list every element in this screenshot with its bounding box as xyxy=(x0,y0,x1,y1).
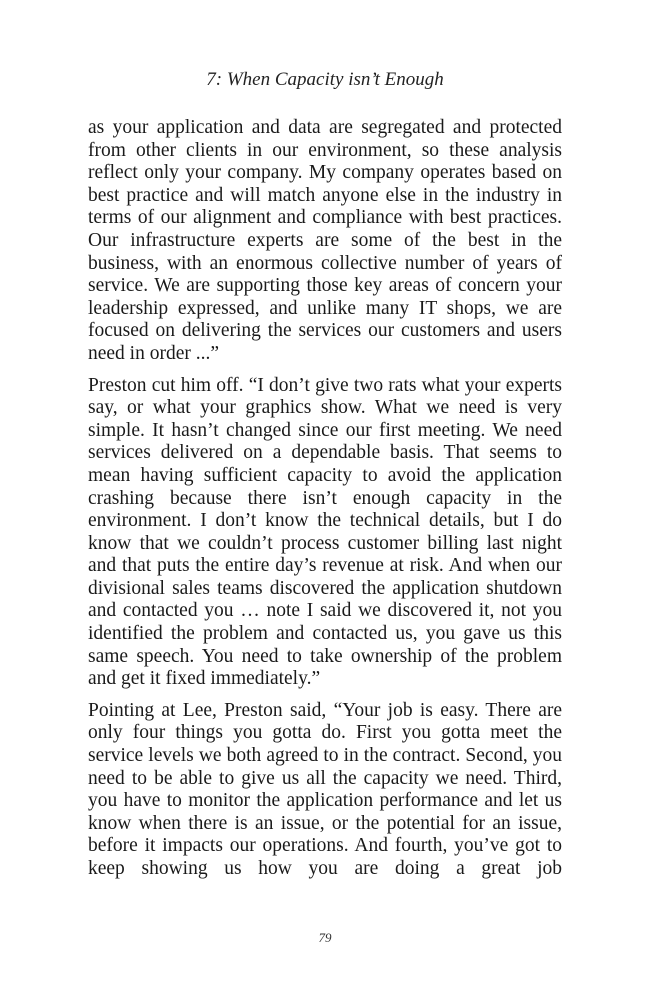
page-number: 79 xyxy=(318,930,332,945)
paragraph: Preston cut him off. “I don’t give two rats what your experts say, or what your graphics show. What we need is very simple. It hasn’t changed since our first meeting. We need services delivered on a dependable basis. That seems to mean having sufficient capacity to avoid the application crashing because there isn’t enough capacity in the environment. I don’t know the technical details, but I do know that we couldn’t process customer billing last night and that puts the entire day’s revenue at risk. And when our divisional sales teams discovered the application shutdown and contacted you … note I said we discovered it, not you identified the problem and contacted us, you gave us this same speech. You need to take ownership of the problem and get it fixed immediately.” xyxy=(88,374,562,690)
paragraph: as your application and data are segregated and protected from other clients in our environment, so these analysis reflect only your company. My company operates based on best practice and will match anyone else in the industry in terms of our alignment and compliance with best practices. Our infrastructure experts are some of the best in the business, with an enormous collective number of years of service. We are supporting those key areas of concern your leadership expressed, and unlike many IT shops, we are focused on delivering the services our customers and users need in order ...” xyxy=(88,117,562,364)
body-text xyxy=(88,117,562,890)
running-header: 7: When Capacity isn’t Enough xyxy=(206,69,444,90)
paragraph: Pointing at Lee, Preston said, “Your job is easy. There are only four things you gotta do. First you gotta meet the service levels we both agreed to in the contract. Second, you need to be able to give us all the capacity we need. Third, you have to monitor the application performance and let us know when there is an issue, or the potential for an issue, before it impacts our operations. And fourth, you’ve got to keep showing us how you are doing a great job xyxy=(88,699,562,879)
